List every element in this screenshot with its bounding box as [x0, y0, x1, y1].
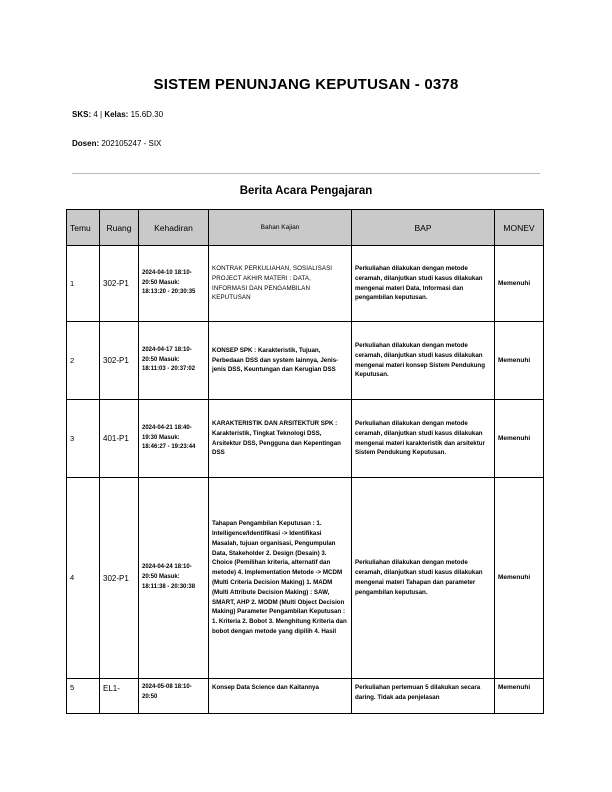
table-row — [67, 478, 544, 679]
cell-ruang: 302-P1 — [100, 478, 139, 679]
cell-kehadiran: 2024-04-21 18:40-19:30 Masuk: 18:46:27 - 19:23:44 — [139, 400, 209, 478]
header-bap: BAP — [352, 210, 495, 246]
cell-temu: 2 — [67, 322, 100, 400]
table-row — [67, 679, 544, 714]
cell-kehadiran: 2024-04-24 18:10-20:50 Masuk: 18:11:38 - 20:30:38 — [139, 478, 209, 679]
dosen-value: 202105247 - SIX — [99, 139, 162, 148]
cell-monev: Memenuhi — [495, 400, 544, 478]
cell-temu: 5 — [67, 679, 100, 714]
header-ruang: Ruang — [100, 210, 139, 246]
table-header-row — [67, 210, 544, 246]
cell-ruang: 302-P1 — [100, 246, 139, 322]
cell-bap: Perkuliahan dilakukan dengan metode ceramah, dilanjutkan studi kasus dilakukan mengenai materi Data, Informasi dan pengambilan keputusan. — [352, 246, 495, 322]
cell-bahan-kajian: KONTRAK PERKULIAHAN, SOSIALISASI PROJECT AKHIR MATERI : DATA, INFORMASI DAN PENGAMBILAN KEPUTUSAN — [209, 246, 352, 322]
divider — [72, 173, 540, 174]
cell-ruang: EL1- — [100, 679, 139, 714]
cell-bap: Perkuliahan dilakukan dengan metode ceramah, dilanjutkan studi kasus dilakukan mengenai materi konsep Sistem Pendukung Keputusan. — [352, 322, 495, 400]
header-monev: MONEV — [495, 210, 544, 246]
header-bahan-kajian: Bahan Kajian — [209, 210, 352, 246]
cell-bap: Perkuliahan dilakukan dengan metode ceramah, dilanjutkan studi kasus dilakukan mengenai materi Tahapan dan parameter pengambilan keputusan. — [352, 478, 495, 679]
cell-kehadiran: 2024-05-08 18:10-20:50 — [139, 679, 209, 714]
cell-monev: Memenuhi — [495, 246, 544, 322]
cell-ruang: 401-P1 — [100, 400, 139, 478]
cell-monev: Memenuhi — [495, 679, 544, 714]
dosen-label: Dosen: — [72, 139, 100, 148]
table-row — [67, 246, 544, 322]
table-row — [67, 322, 544, 400]
cell-bap — [352, 679, 495, 714]
cell-monev: Memenuhi — [495, 478, 544, 679]
course-meta — [72, 110, 163, 119]
header-temu: Temu — [67, 210, 100, 246]
cell-ruang: 302-P1 — [100, 322, 139, 400]
section-title: Berita Acara Pengajaran — [239, 185, 373, 197]
sks-label: SKS: — [72, 110, 92, 119]
teaching-log-table — [66, 209, 544, 714]
cell-temu: 1 — [67, 246, 100, 322]
kelas-label: Kelas: — [104, 110, 129, 119]
lecturer-meta — [72, 139, 161, 148]
cell-temu: 3 — [67, 400, 100, 478]
cell-bap-text: Perkuliahan pertemuan 5 dilakukan secara daring. Tidak ada penjelasan — [355, 684, 481, 701]
cell-kehadiran: 2024-04-10 18:10-20:50 Masuk: 18:13:20 - 20:30:35 — [139, 246, 209, 322]
cell-bahan-kajian: KONSEP SPK : Karakteristik, Tujuan, Perbedaan DSS dan system lainnya, Jenis-jenis DSS, Keuntungan dan Kerugian DSS — [209, 322, 352, 400]
cell-monev: Memenuhi — [495, 322, 544, 400]
course-title: SISTEM PENUNJANG KEPUTUSAN - 0378 — [153, 76, 459, 93]
cell-bahan-kajian: KARAKTERISTIK DAN ARSITEKTUR SPK : Karakteristik, Tingkat Teknologi DSS, Arsitektur DSS, Pengguna dan Kepentingan DSS — [209, 400, 352, 478]
header-kehadiran: Kehadiran — [139, 210, 209, 246]
cell-kehadiran: 2024-04-17 18:10-20:50 Masuk: 18:11:03 - 20:37:02 — [139, 322, 209, 400]
cell-bap: Perkuliahan dilakukan dengan metode ceramah, dilanjutkan studi kasus dilakukan mengenai materi karakteristik dan arsitektur Sistem Pendukung Keputusan. — [352, 400, 495, 478]
table-row — [67, 400, 544, 478]
cell-temu: 4 — [67, 478, 100, 679]
cell-bahan-kajian: Tahapan Pengambilan Keputusan : 1. Intelligence/Identifikasi -> Identifikasi Masalah, tujuan organisasi, Pengumpulan Data, Stakeholder 2. Design (Desain) 3. Choice (Pemilihan kriteria, alternatif dan metode) 4. Implementation Metode -> MCDM (Multi Criteria Decision Making) 1. MADM (Multi Attribute Decision Making) : SAW, SMART, AHP 2. MODM (Multi Object Decision Making) Parameter Pengambilan Keputusan : 1. Kriteria 2. Bobot 3. Menghitung Kriteria dan bobot dengan metode yang dipilih 4. Hasil — [209, 478, 352, 679]
kelas-value: 15.6D.30 — [128, 110, 164, 119]
cell-bahan-kajian: Konsep Data Science dan Kaitannya — [209, 679, 352, 714]
sks-value: 4 | — [91, 110, 105, 119]
